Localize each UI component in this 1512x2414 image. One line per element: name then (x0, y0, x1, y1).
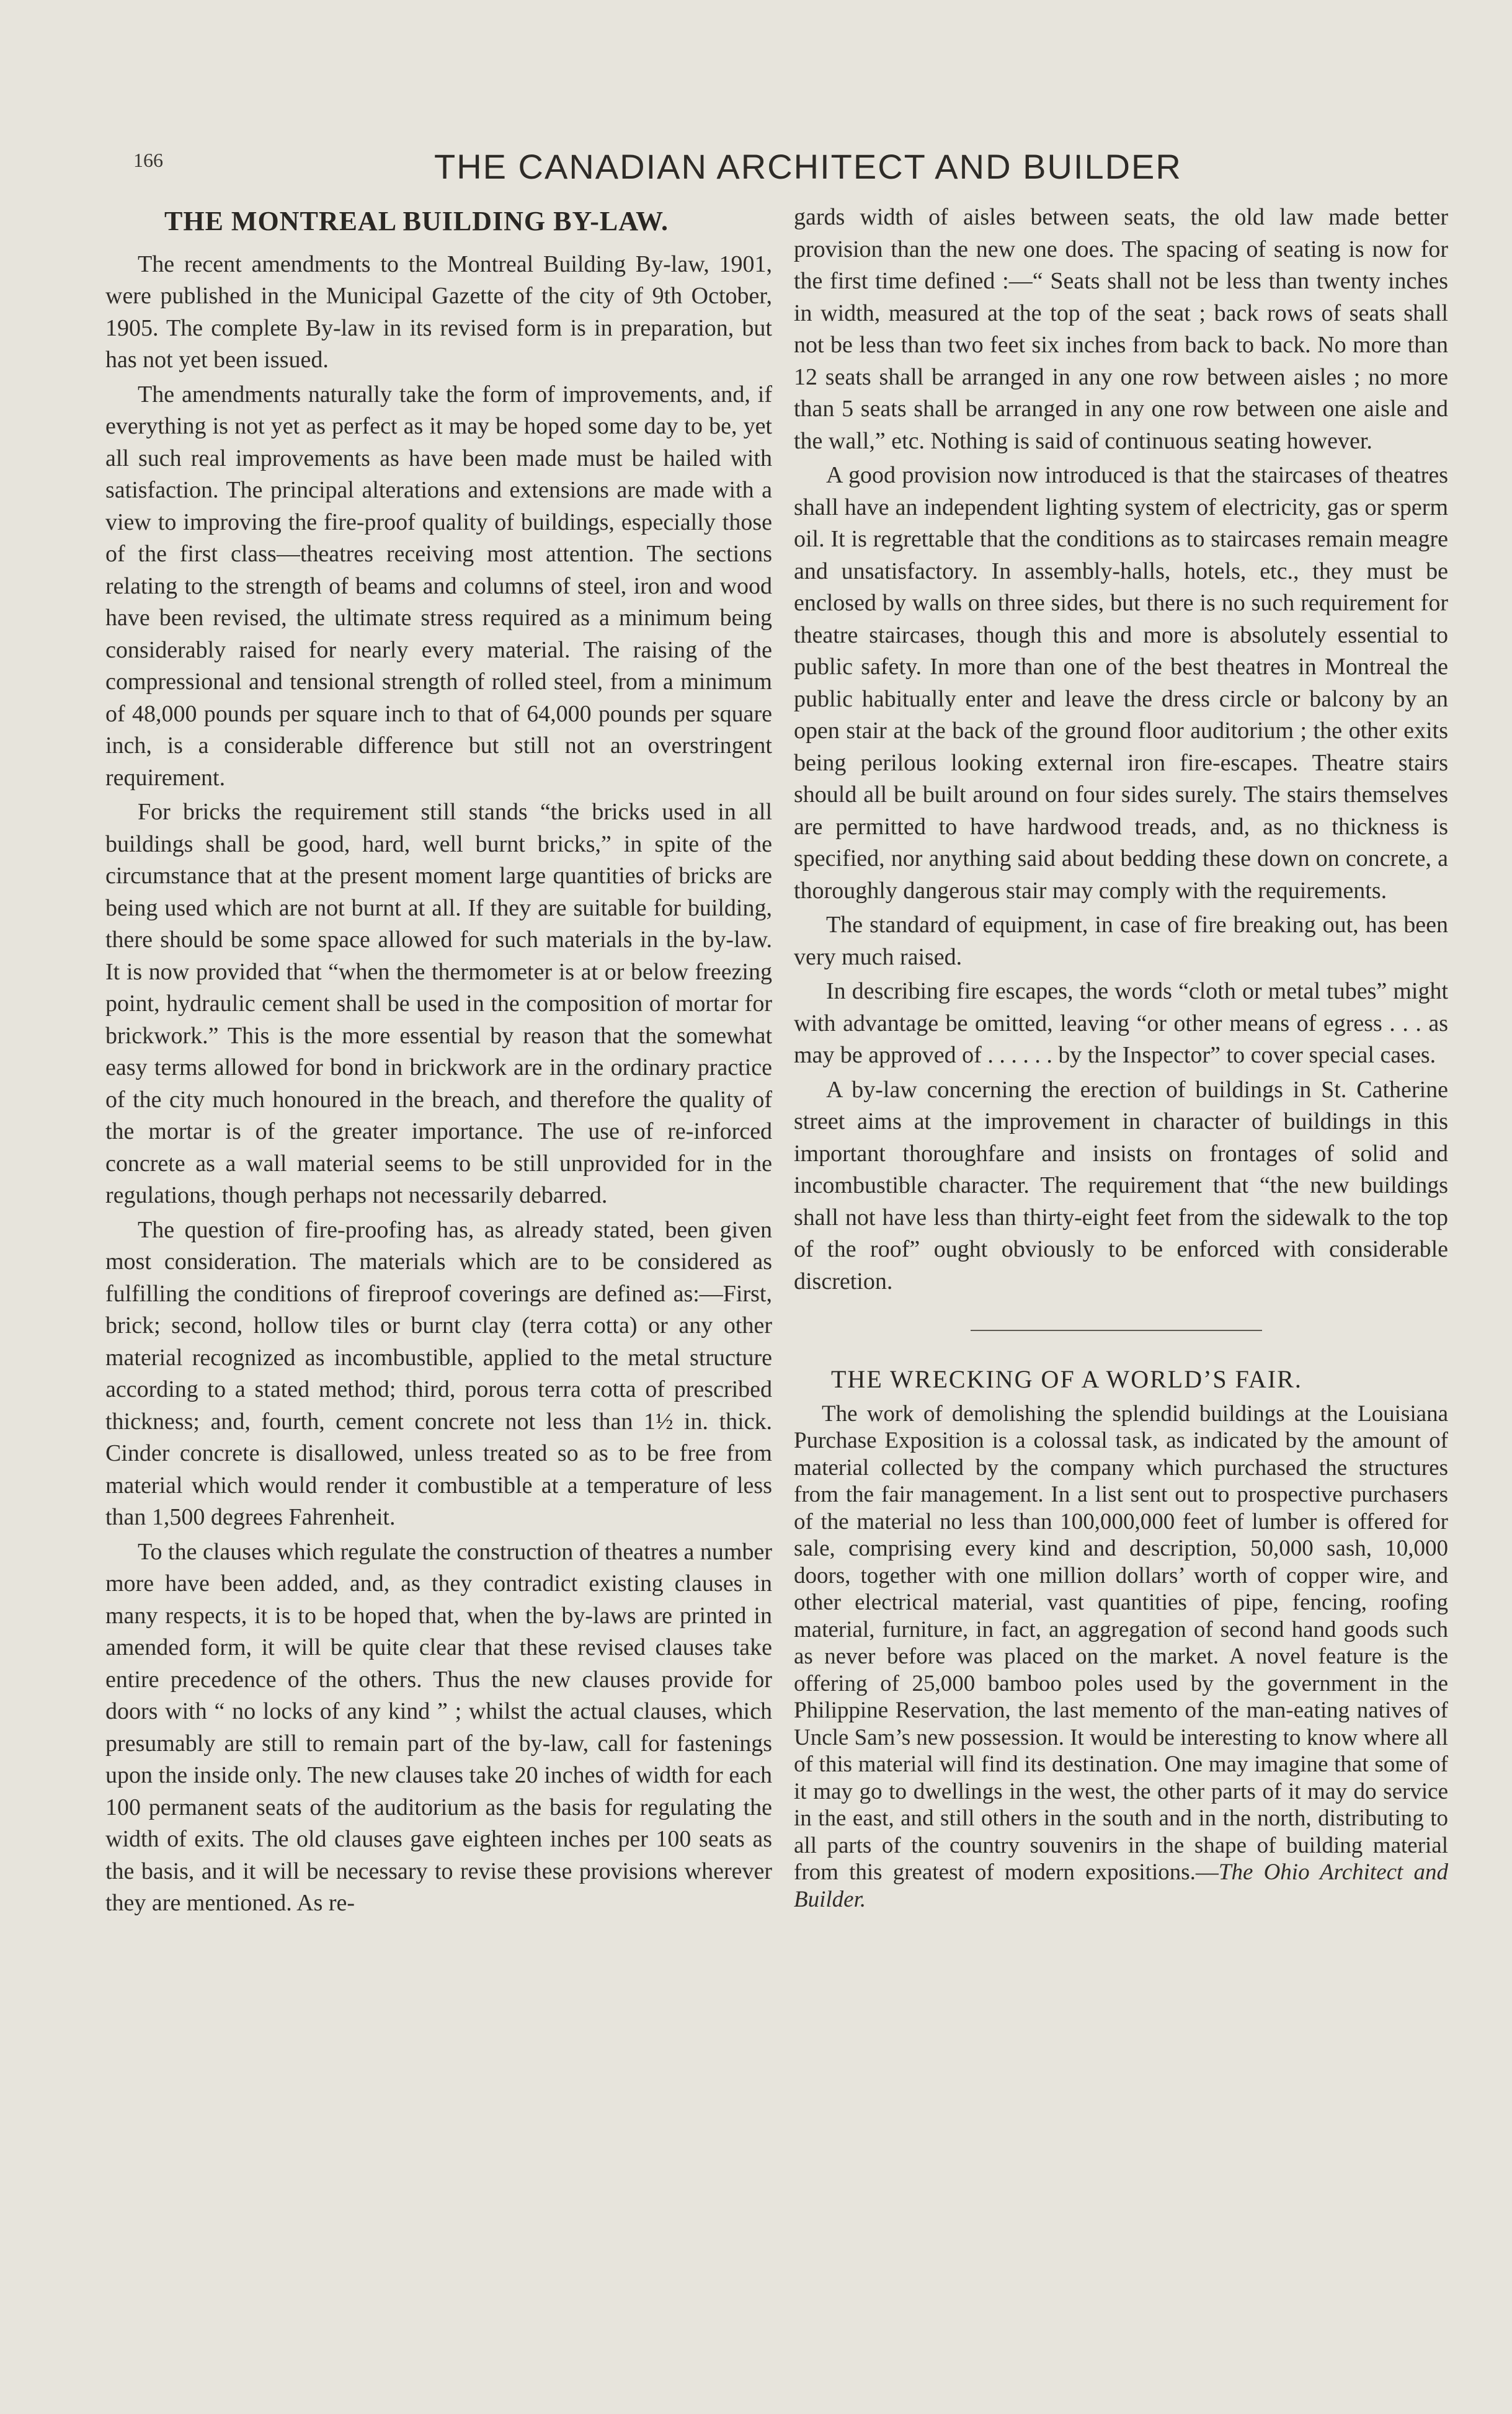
running-head: THE CANADIAN ARCHITECT AND BUILDER (434, 147, 1182, 186)
paragraph: The question of fire-proofing has, as already stated, been given most consideration. The materials which are to be considered as fulfilling the conditions of fireproof coverings are defined as:—First, brick; second, hollow tiles or burnt clay (terra cotta) or any other material recognized as incombustible, applied to the metal structure according to a stated method; third, porous terra cotta of prescribed thickness; and, fourth, cement concrete not less than 1½ in. thick. Cinder concrete is disallowed, unless treated so as to be free from material which would render it combustible at a temperature of less than 1,500 degrees Fahrenheit. (105, 1216, 772, 1530)
article-title: THE WRECKING OF A WORLD’S FAIR. (831, 1365, 1302, 1393)
article-body: The work of demolishing the splendid buildings at the Louisiana Purchase Exposition is a colossal task, as indicated by the amount of material collected by the company which purchased the structures from the fair management. In a list sent out to prospective purchasers of the material no less than 100,000,000 feet of lumber is offered for sale, comprising every kind and description, 50,000 sash, 10,000 doors, together with one million dollars’ worth of copper wire, and other electrical material, vast quantities of pipe, fencing, roofing material, furniture, in fact, an aggregation of second hand goods such as never before was placed on the market. A novel feature is the offering of 25,000 bamboo poles used by the government in the Philippine Reservation, the last memento of the man-eating natives of Uncle Sam’s new possession. It would be interesting to know where all of this material will find its destination. One may imagine that some of it may go to dwellings in the west, the other parts of it may do service in the east, and still others in the south and in the north, distributing to all parts of the country souvenirs in the shape of building material from this greatest of modern expositions.— (794, 1401, 1448, 1885)
left-column (105, 202, 772, 1920)
paragraph: The amendments naturally take the form of improvements, and, if everything is not yet as perfect as it may be hoped some day to be, yet all such real improvements as have been made must be hailed with satisfaction. The principal alterations and extensions are made with a view to improving the fire-proof quality of buildings, especially those of the first class—theatres receiving most attention. The sections relating to the strength of beams and columns of steel, iron and wood have been revised, the ultimate stress required as a minimum being considerably raised for nearly every material. The raising of the compressional and tensional strength of rolled steel, from a minimum of 48,000 pounds per square inch to that of 64,000 pounds per square inch, is a considerable difference but still not an overstringent requirement. (105, 381, 772, 791)
paragraph: The recent amendments to the Montreal Building By-law, 1901, were published in the Municipal Gazette of the city of 9th October, 1905. The complete By-law in its revised form is in preparation, but has not yet been issued. (105, 251, 772, 373)
article-title: THE MONTREAL BUILDING BY-LAW. (164, 206, 669, 236)
paragraph (794, 1401, 1448, 1913)
right-column (794, 202, 1448, 1913)
paragraph: For bricks the requirement still stands “the bricks used in all buildings shall be good, hard, well burnt bricks,” in spite of the circumstance that at the present moment large quantities of bricks are being used which are not burnt at all. If they are suitable for building, there should be some space allowed for such materials in the by-law. It is now provided that “when the thermometer is at or below freezing point, hydraulic cement shall be used in the composition of mortar for brickwork.” This is the more essential by reason that the somewhat easy terms allowed for bond in brickwork are in the ordinary practice of the city much honoured in the breach, and therefore the quality of the mortar is of the greater importance. The use of re-inforced concrete as a wall material seems to be still unprovided for in the regulations, though perhaps not necessarily debarred. (105, 799, 772, 1208)
paragraph: A by-law concerning the erection of buildings in St. Catherine street aims at the improvement in character of buildings in this important thoroughfare and insists on frontages of solid and incombustible character. The requirement that “the new buildings shall not have less than thirty-eight feet from the sidewalk to the top of the roof” ought obviously to be enforced with considerable discretion. (794, 1076, 1448, 1294)
page-number: 166 (133, 149, 163, 171)
paragraph: To the clauses which regulate the construction of theatres a number more have been added, and, as they contradict existing clauses in many respects, it is to be hoped that, when the by-laws are printed in amended form, it will be quite clear that these revised clauses take entire precedence of the others. Thus the new clauses provide for doors with “ no locks of any kind ” ; whilst the actual clauses, which presumably are still to remain part of the by-law, call for fastenings upon the inside only. The new clauses take 20 inches of width for each 100 permanent seats of the auditorium as the basis for regulating the width of exits. The old clauses gave eighteen inches per 100 seats as the basis, and it will be necessary to revise these provisions wherever they are mentioned. As re- (105, 1538, 772, 1916)
second-article (794, 1363, 1448, 1913)
section-divider (971, 1330, 1262, 1331)
source-credit: The Ohio Architect and Builder. (794, 1859, 1448, 1912)
paragraph: In describing fire escapes, the words “cloth or metal tubes” might with advantage be omitted, leaving “or other means of egress . . . as may be approved of . . . . . . by the Inspector” to cover special cases. (794, 978, 1448, 1068)
paragraph: gards width of aisles between seats, the old law made better provision than the new one does. The spacing of seating is now for the first time defined :—“ Seats shall not be less than twenty inches in width, measured at the top of the seat ; back rows of seats shall not be less than two feet six inches from back to back. No more than 12 seats shall be arranged in any one row between aisles ; no more than 5 seats shall be arranged in any one row between one aisle and the wall,” etc. Nothing is said of continuous seating however. (794, 204, 1448, 454)
paragraph: A good provision now introduced is that the staircases of theatres shall have an independent lighting system of electricity, gas or sperm oil. It is regrettable that the conditions as to staircases remain meagre and unsatisfactory. In assembly-halls, hotels, etc., they must be enclosed by walls on three sides, but there is no such requirement for theatre staircases, though this and more is absolutely essential to public safety. In more than one of the best theatres in Montreal the public habitually enter and leave the dress circle or balcony by an open stair at the back of the ground floor auditorium ; the other exits being perilous looking external iron fire-escapes. Theatre stairs should all be built around on four sides surely. The stairs themselves are permitted to have hardwood treads, and, as no thickness is specified, nor anything said about bedding these down on concrete, a thoroughly dangerous stair may comply with the requirements. (794, 462, 1448, 904)
paragraph: The standard of equipment, in case of fire breaking out, has been very much raised. (794, 912, 1448, 970)
